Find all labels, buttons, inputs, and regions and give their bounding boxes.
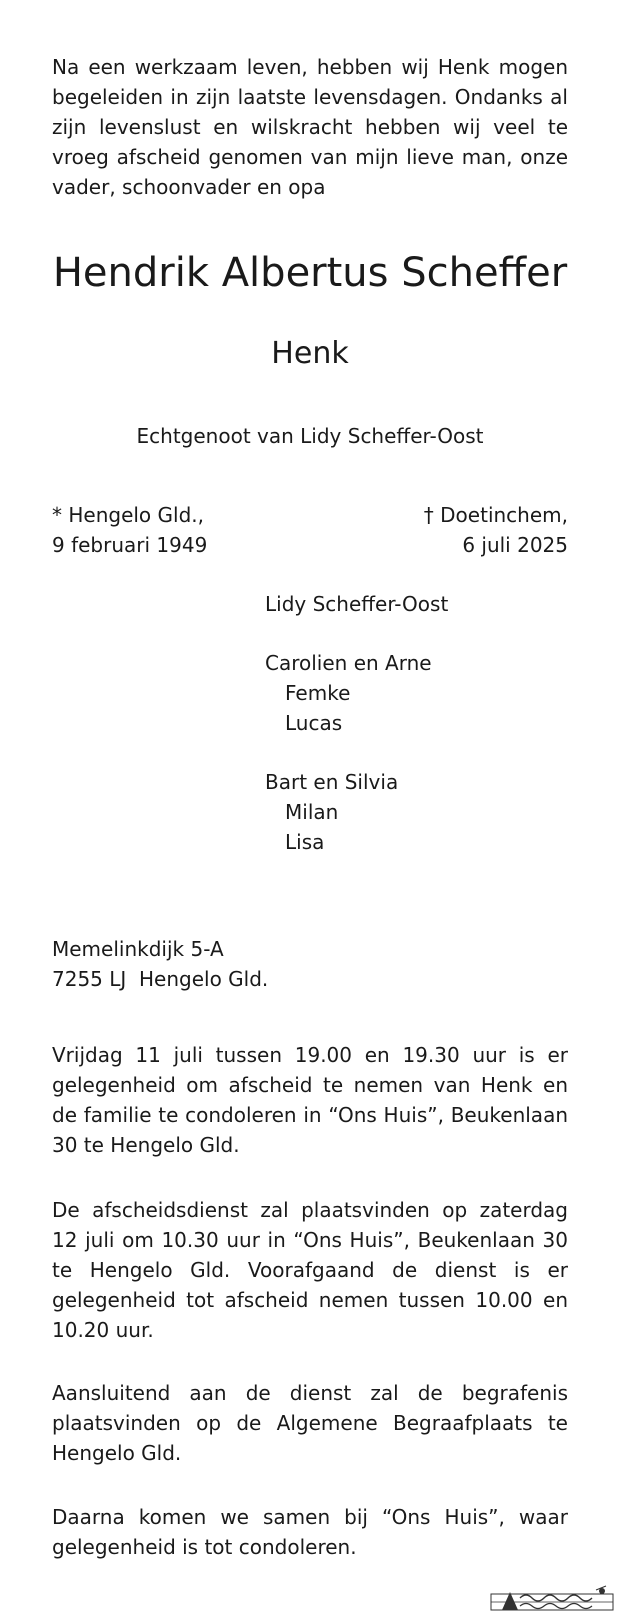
death-info — [424, 500, 568, 560]
birth-info — [52, 500, 207, 560]
family-child: Milan — [285, 800, 339, 824]
paragraph-after: Daarna komen we samen bij “Ons Huis”, waar gelegenheid is tot condoleren. — [52, 1505, 568, 1559]
spouse-line: Echtgenoot van Lidy Scheffer-Oost — [136, 424, 484, 448]
death-date: 6 juli 2025 — [462, 533, 568, 557]
birth-date: 9 februari 1949 — [52, 533, 208, 557]
family-child: Lisa — [285, 830, 325, 854]
paragraph-burial: Aansluitend aan de dienst zal de begrafenis plaatsvinden op de Algemene Begraafplaats te Hengelo Gld. — [52, 1381, 568, 1465]
paragraph-condolence: Vrijdag 11 juli tussen 19.00 en 19.30 uur is er gelegenheid om afscheid te nemen van Henk en de familie te condoleren in “Ons Huis”, Beukenlaan 30 te Hengelo Gld. — [52, 1043, 568, 1157]
family-child: Femke — [285, 681, 351, 705]
family-parents-1: Carolien en Arne — [265, 651, 432, 675]
intro-text: Na een werkzaam leven, hebben wij Henk mogen begeleiden in zijn laatste levensdagen. Ondanks al zijn levenslust en wilskracht hebben wij veel te vroeg afscheid genomen van mijn lieve man, onze vader, schoonvader en opa — [52, 55, 568, 199]
paragraph-service: De afscheidsdienst zal plaatsvinden op zaterdag 12 juli om 10.30 uur in “Ons Huis”, Beukenlaan 30 te Hengelo Gld. Voorafgaand de dienst is er gelegenheid tot afscheid nemen tussen 10.00 en 10.20 uur. — [52, 1198, 568, 1342]
address-city: 7255 LJ Hengelo Gld. — [52, 967, 269, 991]
death-place: † Doetinchem, — [423, 503, 568, 527]
family-spouse: Lidy Scheffer-Oost — [265, 592, 449, 616]
address — [52, 934, 268, 994]
family-child: Lucas — [285, 711, 343, 735]
birth-place: * Hengelo Gld., — [52, 503, 204, 527]
family-parents-2: Bart en Silvia — [265, 770, 399, 794]
deceased-nickname: Henk — [271, 336, 349, 371]
deceased-full-name: Hendrik Albertus Scheffer — [52, 250, 568, 296]
address-street: Memelinkdijk 5-A — [52, 937, 224, 961]
newspaper-logo-icon — [490, 1584, 614, 1614]
